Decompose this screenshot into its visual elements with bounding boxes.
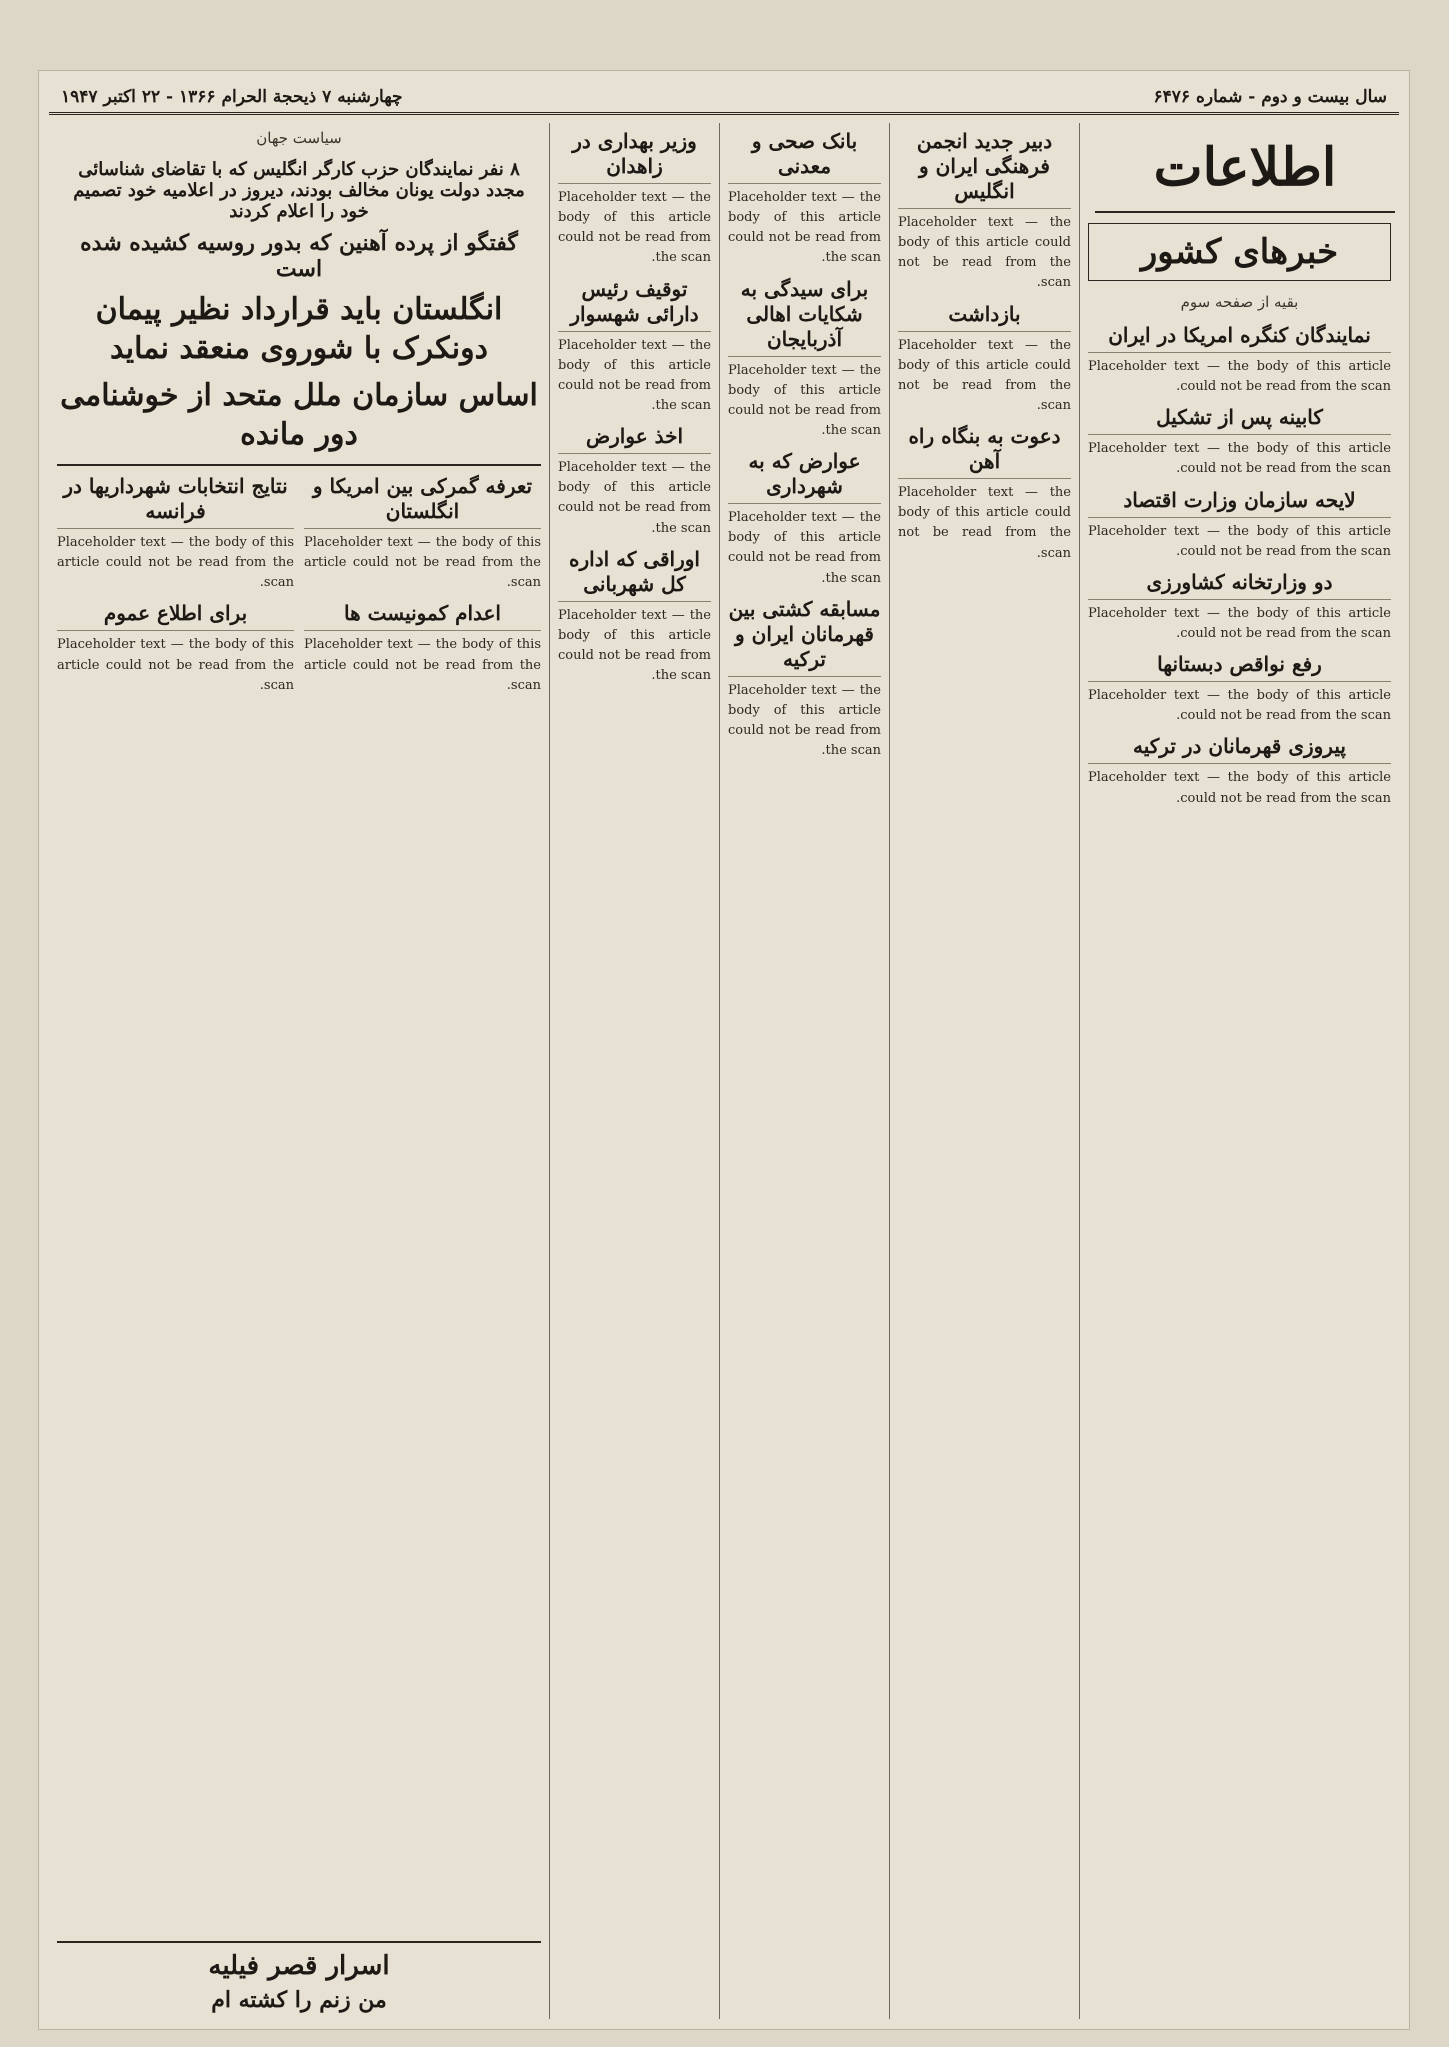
- country-story: [1088, 652, 1391, 726]
- country-story: [1088, 405, 1391, 479]
- story-title: مسابقه کشتی بین قهرمانان ایران و ترکیه: [728, 597, 881, 677]
- story-body: Placeholder text — the body of this article could not be read from the scan.: [1088, 441, 1391, 477]
- story-body: Placeholder text — the body of this article could not be read from the scan.: [1088, 688, 1391, 724]
- country-story: [1088, 734, 1391, 808]
- world-headline-2: انگلستان باید قرارداد نظیر پیمان دونکرک با شوروی منعقد نماید: [95, 292, 503, 366]
- continued-label: بقیه از صفحه سوم: [1180, 293, 1299, 311]
- column-story: [558, 547, 711, 687]
- column-two: [889, 123, 1079, 2019]
- country-story: [1088, 570, 1391, 644]
- column-story: [898, 424, 1071, 564]
- world-headline-1: گفتگو از پرده آهنین که بدور روسیه کشیده شده است: [80, 230, 518, 282]
- column-story: [558, 277, 711, 417]
- world-story: [57, 474, 294, 593]
- story-body: Placeholder text — the body of this article could not be read from the scan.: [558, 337, 711, 413]
- column-story: [728, 129, 881, 269]
- story-title: نمایندگان کنگره امریکا در ایران: [1088, 323, 1391, 353]
- country-news-column: [1079, 123, 1399, 2019]
- story-title: دعوت به بنگاه راه آهن: [898, 424, 1071, 479]
- column-story: [728, 597, 881, 762]
- column-four: [549, 123, 719, 2019]
- story-body: Placeholder text — the body of this article could not be read from the scan.: [1088, 770, 1391, 806]
- story-body: Placeholder text — the body of this article could not be read from the scan.: [558, 607, 711, 684]
- story-body: Placeholder text — the body of this article could not be read from the scan.: [898, 337, 1071, 413]
- story-body: Placeholder text — the body of this article could not be read from the scan.: [1088, 605, 1391, 641]
- story-title: برای اطلاع عموم: [57, 601, 294, 631]
- columns: [49, 123, 1399, 2019]
- story-title: اخذ عوارض: [558, 424, 711, 454]
- world-subcolumn: [57, 474, 294, 1933]
- world-section-label: سیاست جهان: [256, 129, 342, 147]
- story-body: Placeholder text — the body of this article could not be read from the scan.: [728, 682, 881, 759]
- story-title: برای سیدگی به شکایات اهالی آذربایجان: [728, 277, 881, 357]
- world-story: [304, 601, 541, 695]
- story-body: Placeholder text — the body of this article could not be read from the scan.: [558, 190, 711, 266]
- story-title: پیروزی قهرمانان در ترکیه: [1088, 734, 1391, 764]
- world-body: [57, 474, 541, 1933]
- column-story: [558, 424, 711, 539]
- masthead: اطلاعات: [1095, 123, 1395, 213]
- bottom-banner: [57, 1941, 541, 2013]
- story-body: Placeholder text — the body of this article could not be read from the scan.: [898, 215, 1071, 291]
- story-title: وزیر بهداری در زاهدان: [558, 129, 711, 184]
- story-body: Placeholder text — the body of this article could not be read from the scan.: [728, 510, 881, 586]
- column-story: [898, 129, 1071, 294]
- issue-line: سال بیست و دوم - شماره ۶۴۷۶: [1153, 86, 1387, 107]
- world-subcolumn: [304, 474, 541, 1933]
- column-story: [898, 302, 1071, 417]
- story-title: نتایج انتخابات شهرداریها در فرانسه: [57, 474, 294, 529]
- story-body: Placeholder text — the body of this article could not be read from the scan.: [57, 637, 294, 693]
- country-story: [1088, 488, 1391, 562]
- story-body: Placeholder text — the body of this article could not be read from the scan.: [1088, 359, 1391, 395]
- story-title: اعدام کمونیست ها: [304, 601, 541, 631]
- world-story: [57, 601, 294, 695]
- story-body: Placeholder text — the body of this article could not be read from the scan.: [57, 535, 294, 591]
- story-body: Placeholder text — the body of this article could not be read from the scan.: [728, 362, 881, 438]
- story-title: تعرفه گمرکی بین امریکا و انگلستان: [304, 474, 541, 529]
- bottom-banner-title: اسرار قصر فیلیه: [208, 1951, 390, 1981]
- date-line: چهارشنبه ۷ ذیحجة الحرام ۱۳۶۶ - ۲۲ اکتبر ۱۹۴۷: [61, 86, 403, 107]
- top-bar: [49, 81, 1399, 115]
- story-title: بانک صحی و معدنی: [728, 129, 881, 184]
- story-title: رفع نواقص دبستانها: [1088, 652, 1391, 682]
- story-title: عوارض که به شهرداری: [728, 449, 881, 504]
- column-story: [558, 129, 711, 269]
- newspaper-page: [38, 70, 1410, 2030]
- story-title: بازداشت: [898, 302, 1071, 332]
- world-headlines: [57, 129, 541, 466]
- country-story: [1088, 323, 1391, 397]
- story-body: Placeholder text — the body of this article could not be read from the scan.: [728, 190, 881, 266]
- story-body: Placeholder text — the body of this article could not be read from the scan.: [898, 485, 1071, 561]
- story-title: دبیر جدید انجمن فرهنگی ایران و انگلیس: [898, 129, 1071, 209]
- country-section-title: خبرهای کشور: [1088, 223, 1391, 281]
- bottom-banner-sub: من زنم را کشته ام: [211, 1987, 387, 2013]
- world-news-column: [49, 123, 549, 2019]
- story-title: لایحه سازمان وزارت اقتصاد: [1088, 488, 1391, 518]
- story-body: Placeholder text — the body of this article could not be read from the scan.: [304, 637, 541, 693]
- world-kicker: ۸ نفر نمایندگان حزب کارگر انگلیس که با تقاضای شناسائی مجدد دولت یونان مخالف بودند، دیروز در اعلامیه خود تصمیم خود را اعلام کردند: [73, 159, 525, 222]
- story-body: Placeholder text — the body of this article could not be read from the scan.: [304, 535, 541, 591]
- story-body: Placeholder text — the body of this article could not be read from the scan.: [1088, 523, 1391, 559]
- story-title: دو وزارتخانه کشاورزی: [1088, 570, 1391, 600]
- world-headline-3: اساس سازمان ملل متحد از خوشنامی دور مانده: [60, 378, 538, 452]
- story-title: کابینه پس از تشکیل: [1088, 405, 1391, 435]
- column-story: [728, 449, 881, 589]
- column-story: [728, 277, 881, 442]
- world-story: [304, 474, 541, 593]
- story-title: توقیف رئیس دارائی شهسوار: [558, 277, 711, 332]
- story-body: Placeholder text — the body of this article could not be read from the scan.: [558, 460, 711, 536]
- story-title: اوراقی که اداره کل شهربانی: [558, 547, 711, 602]
- column-three: [719, 123, 889, 2019]
